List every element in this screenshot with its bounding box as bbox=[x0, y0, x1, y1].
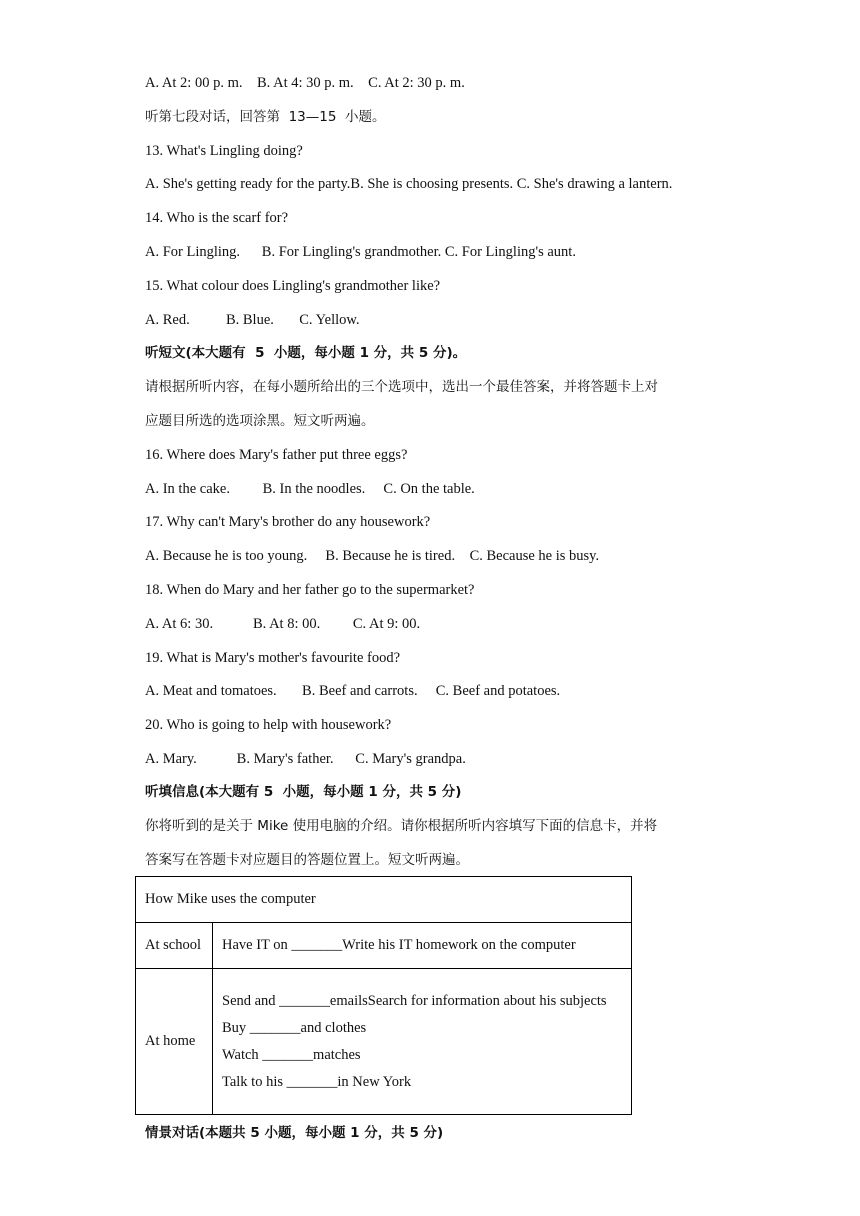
text-line: 听第七段对话，回答第 13—15 小题。 bbox=[145, 109, 386, 125]
options-13: A. She's getting ready for the party.B. She is choosing presents. C. She's drawing a lantern. bbox=[145, 176, 673, 192]
section-heading: 听短文(本大题有 5 小题，每小题 1 分，共 5 分)。 bbox=[145, 345, 467, 361]
options-18: A. At 6: 30. B. At 8: 00. C. At 9: 00. bbox=[145, 616, 421, 632]
text-line: A. At 2: 00 p. m. B. At 4: 30 p. m. C. At 2: 30 p. m. bbox=[145, 75, 465, 91]
school-text: Have IT on _______Write his IT homework on the computer bbox=[213, 923, 632, 969]
section-heading: 听填信息(本大题有 5 小题，每小题 1 分，共 5 分) bbox=[145, 784, 462, 800]
home-item: Watch _______matches bbox=[222, 1047, 361, 1063]
instruction-line: 答案写在答题卡对应题目的答题位置上。短文听两遍。 bbox=[145, 852, 469, 868]
home-item: Talk to his _______in New York bbox=[222, 1074, 412, 1090]
options-20: A. Mary. B. Mary's father. C. Mary's grandpa. bbox=[145, 751, 466, 767]
home-label: At home bbox=[136, 969, 213, 1115]
question-18: 18. When do Mary and her father go to the supermarket? bbox=[145, 582, 475, 598]
home-cell bbox=[213, 969, 632, 1115]
question-19: 19. What is Mary's mother's favourite food? bbox=[145, 650, 401, 666]
question-13: 13. What's Lingling doing? bbox=[145, 143, 303, 159]
question-16: 16. Where does Mary's father put three eggs? bbox=[145, 447, 408, 463]
options-16: A. In the cake. B. In the noodles. C. On the table. bbox=[145, 481, 475, 497]
instruction-line: 请根据所听内容，在每小题所给出的三个选项中，选出一个最佳答案，并将答题卡上对 bbox=[145, 379, 658, 395]
options-19: A. Meat and tomatoes. B. Beef and carrots. C. Beef and potatoes. bbox=[145, 683, 561, 699]
school-label: At school bbox=[136, 923, 213, 969]
instruction-line: 你将听到的是关于 Mike 使用电脑的介绍。请你根据所听内容填写下面的信息卡，并将 bbox=[145, 818, 658, 834]
options-14: A. For Lingling. B. For Lingling's grandmother. C. For Lingling's aunt. bbox=[145, 244, 576, 260]
question-15: 15. What colour does Lingling's grandmother like? bbox=[145, 278, 441, 294]
home-item: Send and _______emailsSearch for information about his subjects bbox=[222, 993, 607, 1009]
options-15: A. Red. B. Blue. C. Yellow. bbox=[145, 312, 360, 328]
section-heading: 情景对话(本题共 5 小题，每小题 1 分，共 5 分) bbox=[145, 1125, 444, 1141]
options-17: A. Because he is too young. B. Because he is tired. C. Because he is busy. bbox=[145, 548, 600, 564]
table-title: How Mike uses the computer bbox=[136, 877, 632, 923]
question-20: 20. Who is going to help with housework? bbox=[145, 717, 392, 733]
info-card-table bbox=[135, 876, 632, 1115]
question-17: 17. Why can't Mary's brother do any housework? bbox=[145, 514, 431, 530]
question-14: 14. Who is the scarf for? bbox=[145, 210, 289, 226]
instruction-line: 应题目所选的选项涂黑。短文听两遍。 bbox=[145, 413, 375, 429]
home-item: Buy _______and clothes bbox=[222, 1020, 367, 1036]
